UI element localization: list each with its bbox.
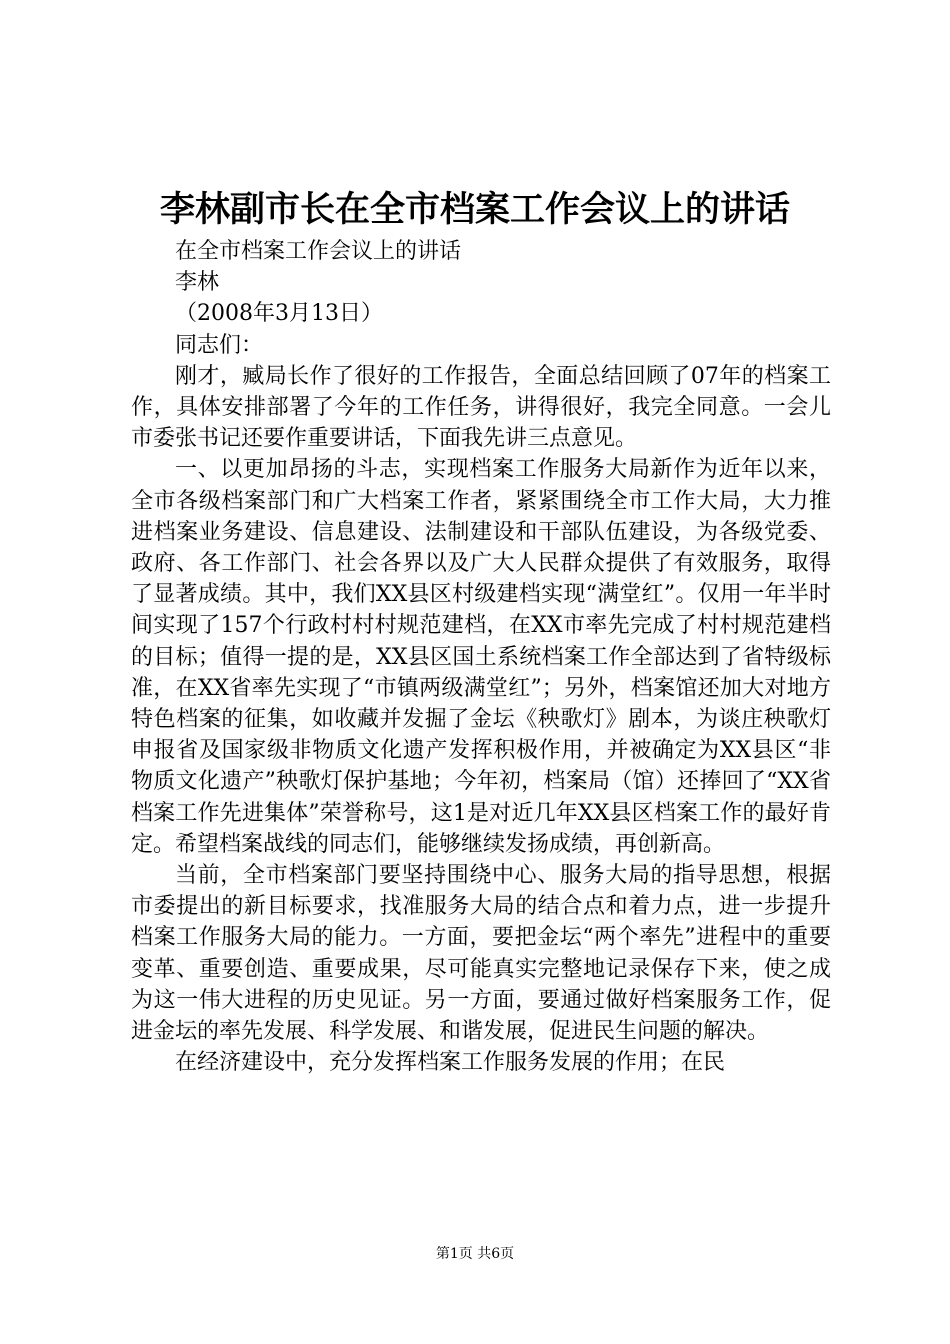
subtitle: 在全市档案工作会议上的讲话 <box>175 239 462 264</box>
paragraph: 一、以更加昂扬的斗志，实现档案工作服务大局新作为近年以来，全市各级档案部门和广大档案工作者，紧紧围绕全市工作大局，大力推进档案业务建设、信息建设、法制建设和干部队伍建设，为各级党委、政府、各工作部门、社会各界以及广大人民群众提供了有效服务，取得了显著成绩。其中，我们XX县区村级建档实现“满堂红”。仅用一年半时间实现了157个行政村村村规范建档，在XX市率先完成了村村规范建档的目标；值得一提的是，XX县区国土系统档案工作全部达到了省特级标准，在XX省率先实现了“市镇两级满堂红”；另外，档案馆还加大对地方特色档案的征集，如收藏并发掘了金坛《秧歌灯》剧本，为谈庄秧歌灯申报省及国家级非物质文化遗产发挥积极作用，并被确定为XX县区“非物质文化遗产”秧歌灯保护基地；今年初，档案局（馆）还捧回了“XX省档案工作先进集体”荣誉称号，这1是对近几年XX县区档案工作的最好肯定。希望档案战线的同志们，能够继续发扬成绩，再创新高。 <box>131 457 831 857</box>
document-title: 李林副市长在全市档案工作会议上的讲话 <box>159 190 790 230</box>
document-body <box>131 236 831 1078</box>
paragraph: 刚才，臧局长作了很好的工作报告，全面总结回顾了07年的档案工作，具体安排部署了今年的工作任务，讲得很好，我完全同意。一会儿市委张书记还要作重要讲话，下面我先讲三点意见。 <box>131 363 831 452</box>
paragraph: 当前，全市档案部门要坚持围绕中心、服务大局的指导思想，根据市委提出的新目标要求，找准服务大局的结合点和着力点，进一步提升档案工作服务大局的能力。一方面，要把金坛“两个率先”进程中的重要变革、重要创造、重要成果，尽可能真实完整地记录保存下来，使之成为这一伟大进程的历史见证。另一方面，要通过做好档案服务工作，促进金坛的率先发展、科学发展、和谐发展，促进民生问题的解决。 <box>131 863 831 1045</box>
page-footer: 第1页 共6页 <box>435 1246 515 1262</box>
paragraph: 在经济建设中，充分发挥档案工作服务发展的作用；在民 <box>175 1050 726 1076</box>
salutation: 同志们： <box>175 332 264 358</box>
speech-date: （2008年3月13日） <box>175 301 383 327</box>
speaker-name: 李林 <box>175 270 220 296</box>
